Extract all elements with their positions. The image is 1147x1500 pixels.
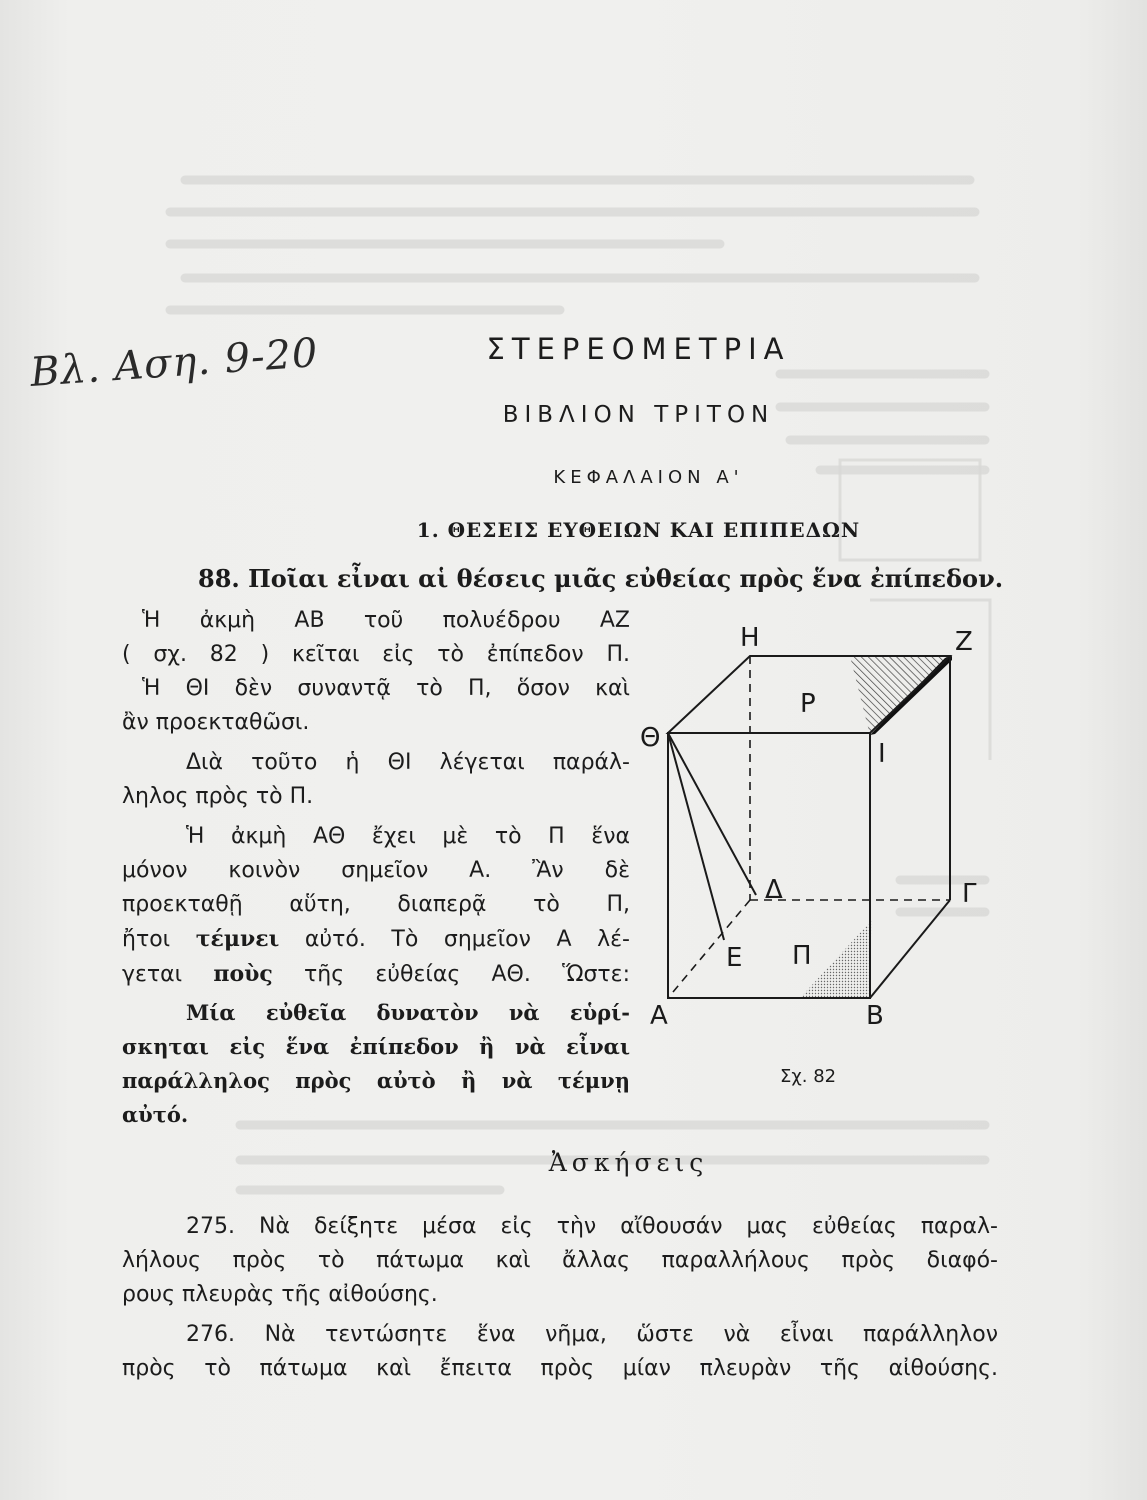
body-text-run: τῆς εὐθείας ΑΘ. Ὥστε: (272, 962, 630, 987)
exercise-276 (122, 1318, 998, 1386)
body-line: μόνον κοινὸν σημεῖον Α. Ἂν δὲ (122, 858, 630, 883)
conclusion-line: αὐτό. (122, 1102, 189, 1127)
conclusion-line: Μία εὐθεῖα δυνατὸν νὰ εὑρί- (186, 1000, 630, 1025)
label-Delta: Δ (765, 875, 783, 905)
figure-82-prism (640, 620, 980, 1040)
label-Pi: Π (792, 941, 812, 971)
paragraph-number: 88. (198, 564, 240, 593)
body-line: Ἡ ἀκμὴ ΑΘ ἔχει μὲ τὸ Π ἕνα (186, 824, 630, 849)
shaded-face-top-right (850, 656, 950, 735)
body-text-run: ἤτοι (122, 927, 196, 952)
body-text-run: γεται (122, 962, 214, 987)
label-Theta: Θ (640, 723, 661, 753)
body-line: Διὰ τοῦτο ἡ ΘΙ λέγεται παράλ- (186, 750, 630, 775)
term-temnei: τέμνει (195, 926, 280, 952)
exercise-275 (122, 1210, 998, 1312)
body-line: Ἡ ἀκμὴ ΑΒ τοῦ πολυέδρου ΑΖ (142, 608, 630, 633)
segment-theta-e (668, 733, 724, 940)
exercise-line: λήλους πρὸς τὸ πάτωμα καὶ ἄλλας παραλλήλους πρὸς διαφό- (122, 1248, 998, 1273)
edge-gammab (870, 900, 950, 998)
exercises-title: Ἀσκήσεις (548, 1148, 709, 1177)
body-line (122, 957, 630, 992)
body-line: ἂν προεκταθῶσι. (122, 710, 310, 735)
paragraph-88-body (122, 604, 630, 1132)
label-B: Β (866, 1001, 884, 1031)
book-heading: ΒΙΒΛΙΟΝ ΤΡΙΤΟΝ (502, 402, 775, 428)
section-heading: 1. ΘΕΣΕΙΣ ΕΥΘΕΙΩΝ ΚΑΙ ΕΠΙΠΕΔΩΝ (416, 518, 861, 542)
body-line: προεκταθῇ αὕτη, διαπερᾷ τὸ Π, (122, 892, 630, 917)
handwritten-note: Βλ. Αση. 9-20 (28, 329, 320, 397)
term-pous: ποὺς (213, 961, 273, 987)
label-P: Ρ (800, 689, 816, 719)
conclusion-line: παράλληλος πρὸς αὐτὸ ἢ νὰ τέμνῃ (122, 1068, 630, 1093)
body-line: ληλος πρὸς τὸ Π. (122, 784, 314, 809)
exercise-line: ρους πλευρὰς τῆς αἰθούσης. (122, 1282, 438, 1307)
body-text-run: αὐτό. Τὸ σημεῖον Α λέ- (279, 927, 630, 952)
body-line: ( σχ. 82 ) κεῖται εἰς τὸ ἐπίπεδον Π. (122, 642, 630, 667)
label-H: Η (740, 623, 760, 653)
label-Z: Ζ (955, 627, 973, 657)
chapter-heading: ΚΕΦΑΛΑΙΟΝ Α' (553, 467, 744, 488)
label-A: Α (650, 1001, 668, 1031)
exercise-line: πρὸς τὸ πάτωμα καὶ ἔπειτα πρὸς μίαν πλευρὰν τῆς αἰθούσης. (122, 1356, 998, 1381)
body-line (122, 922, 630, 957)
paragraph-88-heading (198, 564, 1003, 593)
label-Gamma: Γ (962, 879, 977, 909)
figure-caption: Σχ. 82 (780, 1066, 837, 1087)
body-line: Ἡ ΘΙ δὲν συναντᾷ τὸ Π, ὅσον καὶ (142, 676, 630, 701)
label-E: Ε (726, 943, 743, 973)
paragraph-question: Ποῖαι εἶναι αἱ θέσεις μιᾶς εὐθείας πρὸς ἕνα ἐπίπεδον. (248, 564, 1004, 593)
exercise-line: 275. Νὰ δείξητε μέσα εἰς τὴν αἴθουσάν μας εὐθείας παραλ- (186, 1214, 998, 1239)
label-I: Ι (878, 739, 886, 769)
exercise-line: 276. Νὰ τεντώσητε ἕνα νῆμα, ὥστε νὰ εἶναι παράλληλον (186, 1322, 998, 1347)
subject-heading: ΣΤΕΡΕΟΜΕΤΡΙΑ (486, 332, 791, 366)
segment-theta-delta (668, 733, 756, 895)
conclusion-line: σκηται εἰς ἕνα ἐπίπεδον ἢ νὰ εἶναι (122, 1034, 630, 1059)
